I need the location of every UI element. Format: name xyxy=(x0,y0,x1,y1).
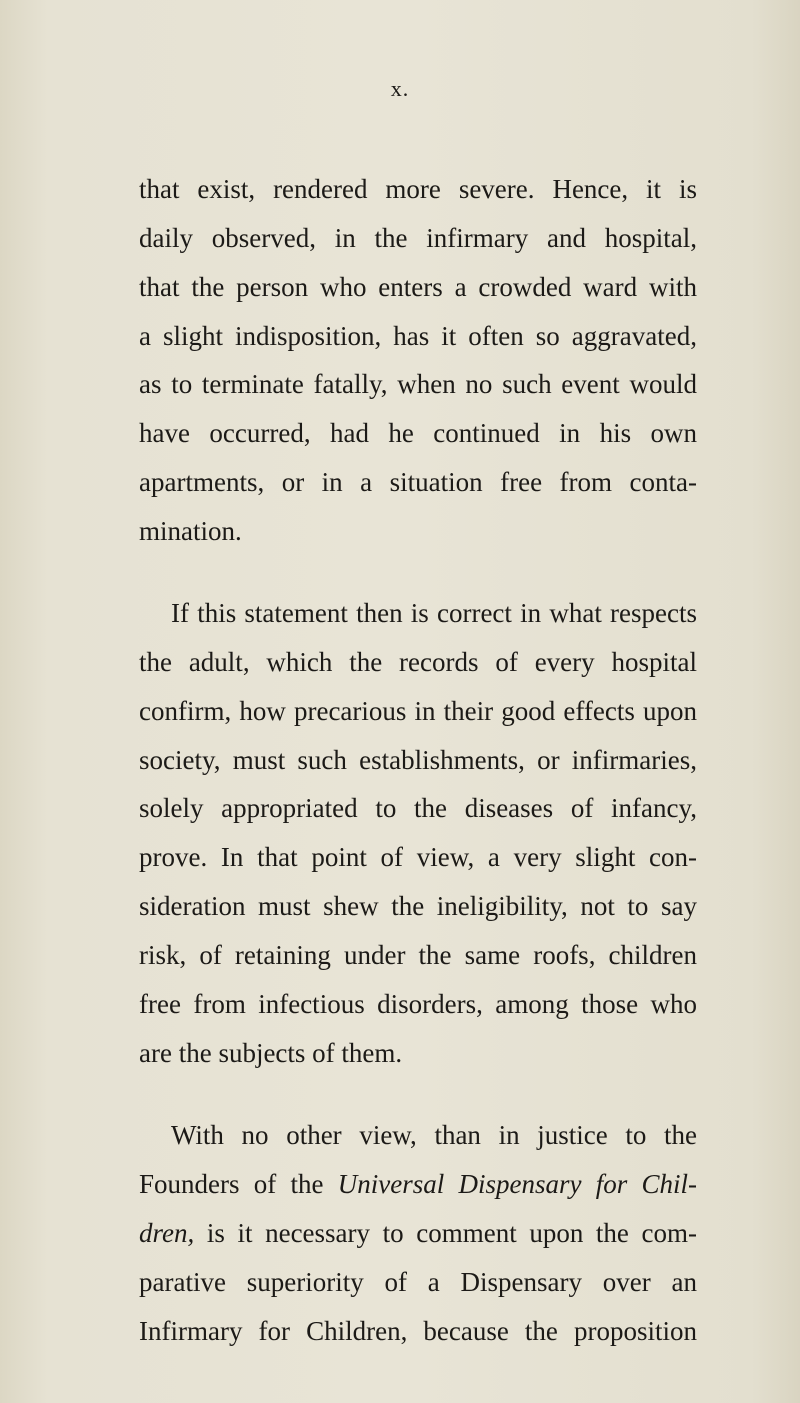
italic-title: dren, xyxy=(139,1218,195,1248)
text-line: apartments, or in a situation free from conta- xyxy=(139,467,697,497)
text-line: With no other view, than in justice to the xyxy=(171,1120,697,1150)
page-number: x. xyxy=(390,76,410,101)
text-line: have occurred, had he continued in his own xyxy=(139,418,697,448)
text-line: the adult, which the records of every hospital xyxy=(139,647,697,677)
text-line: society, must such establishments, or infirmaries, xyxy=(139,745,697,775)
text-line: Infirmary for Children, because the proposition xyxy=(139,1316,697,1346)
text-line: that the person who enters a crowded ward with xyxy=(139,272,697,302)
text-line: risk, of retaining under the same roofs, children xyxy=(139,940,697,970)
text-line: mination. xyxy=(139,516,242,546)
text-line xyxy=(139,1167,697,1201)
text-line: If this statement then is correct in what respects xyxy=(171,598,697,628)
text-segment: is it necessary to comment upon the com- xyxy=(194,1218,697,1248)
text-line: are the subjects of them. xyxy=(139,1038,403,1068)
text-line: solely appropriated to the diseases of infancy, xyxy=(139,793,697,823)
text-line: prove. In that point of view, a very slight con- xyxy=(139,842,697,872)
text-line xyxy=(139,1216,697,1250)
text-line: sideration must shew the ineligibility, not to say xyxy=(139,891,697,921)
text-line: as to terminate fatally, when no such event would xyxy=(139,369,697,399)
text-line: confirm, how precarious in their good effects upon xyxy=(139,696,697,726)
text-line: that exist, rendered more severe. Hence, it is xyxy=(139,174,697,204)
text-segment: Founders of the xyxy=(139,1169,338,1199)
text-line: daily observed, in the infirmary and hospital, xyxy=(139,223,697,253)
italic-title: Universal Dispensary for Chil- xyxy=(337,1169,697,1199)
text-line: parative superiority of a Dispensary over an xyxy=(139,1267,697,1297)
text-line: a slight indisposition, has it often so aggravated, xyxy=(139,321,697,351)
text-line: free from infectious disorders, among those who xyxy=(139,989,697,1019)
